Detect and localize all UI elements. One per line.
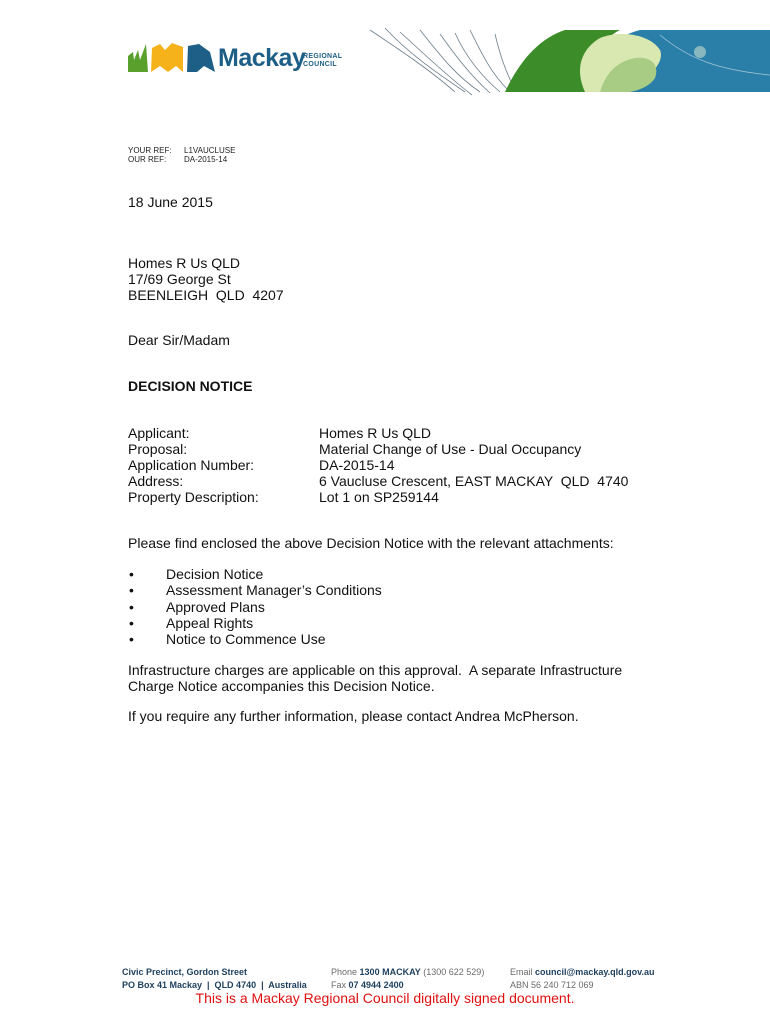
- fax-label: Fax: [331, 980, 347, 990]
- our-ref-value: DA-2015-14: [184, 155, 228, 164]
- recipient-line: BEENLEIGH QLD 4207: [128, 287, 284, 303]
- detail-key: Application Number:: [128, 457, 255, 473]
- attachment-label: Notice to Commence Use: [166, 631, 326, 648]
- detail-key: Proposal:: [128, 441, 188, 457]
- logo-sub-council: COUNCIL: [303, 61, 337, 68]
- contact-paragraph: If you require any further information, please contact Andrea McPherson.: [128, 708, 579, 724]
- footer-phone: [331, 966, 484, 992]
- phone-alt: (1300 622 529): [423, 967, 485, 977]
- letter-date: 18 June 2015: [128, 194, 213, 210]
- attachment-label: Approved Plans: [166, 598, 265, 615]
- reference-block: [128, 146, 235, 164]
- attachment-list: [128, 566, 382, 647]
- digital-signature-notice: This is a Mackay Regional Council digitally signed document.: [195, 990, 575, 1006]
- detail-row: [128, 473, 628, 489]
- recipient-address: [128, 255, 284, 303]
- letterhead: [0, 0, 770, 100]
- detail-value: DA-2015-14: [319, 457, 395, 473]
- bullet-icon: •: [129, 598, 134, 615]
- detail-row: [128, 489, 628, 505]
- list-item: [128, 631, 382, 647]
- charges-line: Charge Notice accompanies this Decision Notice.: [128, 678, 435, 694]
- detail-row: [128, 457, 628, 473]
- detail-value: Lot 1 on SP259144: [319, 489, 439, 505]
- detail-value: Material Change of Use - Dual Occupancy: [319, 441, 582, 457]
- bullet-icon: •: [129, 582, 134, 599]
- charges-paragraph: [128, 662, 668, 694]
- salutation: Dear Sir/Madam: [128, 332, 230, 348]
- grass-graphic: [370, 28, 515, 95]
- list-item: [128, 566, 382, 582]
- bullet-icon: •: [129, 566, 134, 582]
- application-details: [128, 425, 628, 505]
- attachment-label: Decision Notice: [166, 566, 264, 582]
- charges-line: Infrastructure charges are applicable on this approval. A separate Infrastructure: [128, 662, 623, 678]
- intro-paragraph: Please find enclosed the above Decision Notice with the relevant attachments:: [128, 535, 614, 551]
- logo-subtitle: [303, 53, 342, 69]
- detail-value: Homes R Us QLD: [319, 425, 432, 441]
- list-item: [128, 615, 382, 631]
- fax-value: 07 4944 2400: [348, 980, 404, 990]
- footer-contact: [510, 966, 655, 992]
- abn-text: ABN 56 240 712 069: [510, 980, 594, 990]
- detail-key: Property Description:: [128, 489, 259, 505]
- attachment-label: Appeal Rights: [166, 614, 254, 631]
- phone-value: 1300 MACKAY: [359, 967, 421, 977]
- document-title: DECISION NOTICE: [128, 378, 253, 394]
- recipient-line: Homes R Us QLD: [128, 255, 241, 271]
- recipient-line: 17/69 George St: [128, 271, 231, 287]
- letterhead-graphic: [0, 0, 770, 100]
- detail-key: Address:: [128, 473, 184, 489]
- footer-address-line: Civic Precinct, Gordon Street: [122, 967, 248, 977]
- phone-label: Phone: [331, 967, 358, 977]
- your-ref-value: L1VAUCLUSE: [184, 146, 236, 155]
- footer-address: [122, 966, 307, 992]
- detail-value: 6 Vaucluse Crescent, EAST MACKAY QLD 4740: [319, 473, 629, 489]
- council-logo-icon: [128, 43, 215, 72]
- detail-key: Applicant:: [128, 425, 190, 441]
- attachment-label: Assessment Manager’s Conditions: [166, 582, 382, 599]
- detail-row: [128, 425, 628, 441]
- logo-wordmark: Mackay: [218, 44, 306, 72]
- our-ref-label: OUR REF:: [128, 155, 167, 164]
- footer-address-line: PO Box 41 Mackay | QLD 4740 | Australia: [122, 980, 307, 990]
- email-label: Email: [510, 967, 533, 977]
- list-item: [128, 599, 382, 615]
- email-value: council@mackay.qld.gov.au: [535, 967, 655, 977]
- detail-row: [128, 441, 628, 457]
- bullet-icon: •: [129, 631, 134, 648]
- your-ref-label: YOUR REF:: [128, 146, 172, 155]
- list-item: [128, 582, 382, 598]
- bullet-icon: •: [129, 614, 134, 631]
- logo-sub-regional: REGIONAL: [303, 53, 343, 60]
